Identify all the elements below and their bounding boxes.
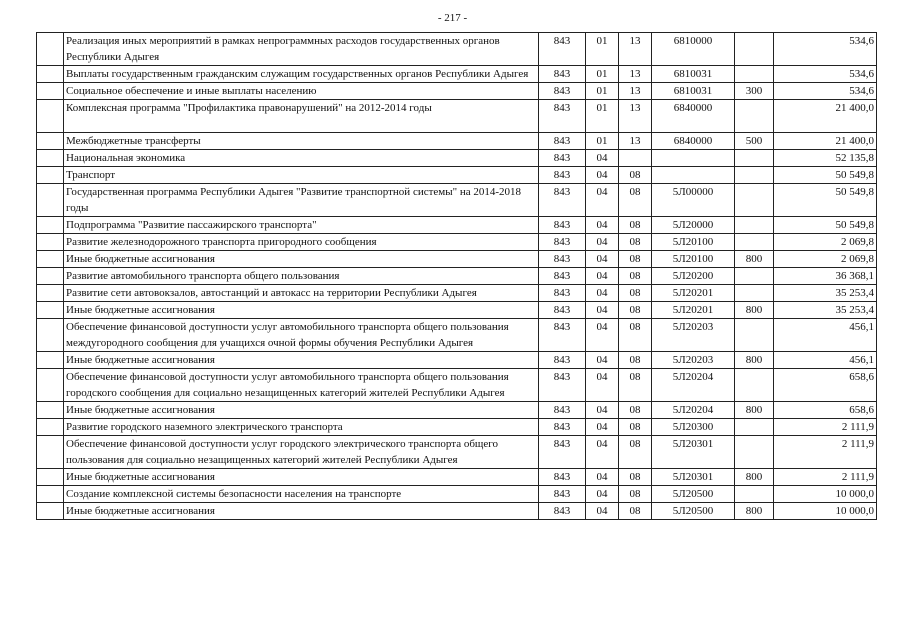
- blank-cell: [37, 150, 64, 167]
- item-name-cell: Развитие городского наземного электрического транспорта: [64, 419, 539, 436]
- blank-cell: [37, 184, 64, 217]
- section-code-cell: 04: [586, 369, 619, 402]
- budget-table: [36, 32, 877, 520]
- amount-cell: 658,6: [774, 402, 877, 419]
- item-name-cell: Реализация иных мероприятий в рамках непрограммных расходов государственных органов Республики Адыгея: [64, 33, 539, 66]
- table-row: [37, 469, 877, 486]
- subsection-code-cell: 08: [619, 302, 652, 319]
- amount-cell: 456,1: [774, 319, 877, 352]
- section-code-cell: 04: [586, 285, 619, 302]
- table-row: [37, 100, 877, 133]
- table-row: [37, 319, 877, 352]
- department-code-cell: 843: [539, 268, 586, 285]
- expense-type-cell: [735, 150, 774, 167]
- subsection-code-cell: 08: [619, 419, 652, 436]
- expense-type-cell: [735, 217, 774, 234]
- table-row: [37, 150, 877, 167]
- amount-cell: 50 549,8: [774, 167, 877, 184]
- subsection-code-cell: 08: [619, 285, 652, 302]
- table-row: [37, 419, 877, 436]
- section-code-cell: 04: [586, 167, 619, 184]
- subsection-code-cell: 08: [619, 503, 652, 520]
- item-name-cell: Социальное обеспечение и иные выплаты населению: [64, 83, 539, 100]
- table-row: [37, 66, 877, 83]
- expense-type-cell: [735, 268, 774, 285]
- subsection-code-cell: 08: [619, 402, 652, 419]
- department-code-cell: 843: [539, 83, 586, 100]
- expense-type-cell: 300: [735, 83, 774, 100]
- target-article-cell: 5Л20500: [652, 486, 735, 503]
- department-code-cell: 843: [539, 150, 586, 167]
- section-code-cell: 01: [586, 33, 619, 66]
- expense-type-cell: [735, 66, 774, 83]
- subsection-code-cell: 08: [619, 319, 652, 352]
- target-article-cell: 6840000: [652, 100, 735, 133]
- blank-cell: [37, 285, 64, 302]
- department-code-cell: 843: [539, 469, 586, 486]
- item-name-cell: Иные бюджетные ассигнования: [64, 352, 539, 369]
- section-code-cell: 04: [586, 217, 619, 234]
- expense-type-cell: 800: [735, 503, 774, 520]
- blank-cell: [37, 402, 64, 419]
- expense-type-cell: 800: [735, 251, 774, 268]
- amount-cell: 534,6: [774, 33, 877, 66]
- department-code-cell: 843: [539, 319, 586, 352]
- blank-cell: [37, 486, 64, 503]
- table-row: [37, 402, 877, 419]
- amount-cell: 36 368,1: [774, 268, 877, 285]
- target-article-cell: 5Л20203: [652, 352, 735, 369]
- section-code-cell: 04: [586, 302, 619, 319]
- subsection-code-cell: [619, 150, 652, 167]
- item-name-cell: Обеспечение финансовой доступности услуг городского электрического транспорта общего пользования для социально незащищенных категорий жителей Республики Адыгея: [64, 436, 539, 469]
- target-article-cell: 5Л20500: [652, 503, 735, 520]
- item-name-cell: Развитие сети автовокзалов, автостанций и автокасс на территории Республики Адыгея: [64, 285, 539, 302]
- amount-cell: 456,1: [774, 352, 877, 369]
- target-article-cell: 5Л00000: [652, 184, 735, 217]
- section-code-cell: 04: [586, 268, 619, 285]
- subsection-code-cell: 13: [619, 133, 652, 150]
- table-row: [37, 503, 877, 520]
- target-article-cell: 5Л20100: [652, 234, 735, 251]
- amount-cell: 2 111,9: [774, 436, 877, 469]
- department-code-cell: 843: [539, 66, 586, 83]
- budget-table-body: [37, 33, 877, 520]
- expense-type-cell: [735, 234, 774, 251]
- item-name-cell: Иные бюджетные ассигнования: [64, 402, 539, 419]
- subsection-code-cell: 08: [619, 217, 652, 234]
- department-code-cell: 843: [539, 234, 586, 251]
- table-row: [37, 167, 877, 184]
- amount-cell: 35 253,4: [774, 302, 877, 319]
- department-code-cell: 843: [539, 100, 586, 133]
- subsection-code-cell: 08: [619, 369, 652, 402]
- blank-cell: [37, 100, 64, 133]
- subsection-code-cell: 13: [619, 100, 652, 133]
- expense-type-cell: [735, 369, 774, 402]
- expense-type-cell: [735, 33, 774, 66]
- subsection-code-cell: 08: [619, 234, 652, 251]
- department-code-cell: 843: [539, 167, 586, 184]
- blank-cell: [37, 83, 64, 100]
- subsection-code-cell: 08: [619, 268, 652, 285]
- amount-cell: 10 000,0: [774, 486, 877, 503]
- target-article-cell: 5Л20301: [652, 436, 735, 469]
- target-article-cell: 5Л20201: [652, 302, 735, 319]
- target-article-cell: 5Л20203: [652, 319, 735, 352]
- section-code-cell: 04: [586, 352, 619, 369]
- expense-type-cell: [735, 285, 774, 302]
- target-article-cell: 6810000: [652, 33, 735, 66]
- expense-type-cell: 800: [735, 469, 774, 486]
- table-row: [37, 268, 877, 285]
- blank-cell: [37, 66, 64, 83]
- blank-cell: [37, 503, 64, 520]
- item-name-cell: Обеспечение финансовой доступности услуг автомобильного транспорта общего пользования городского сообщения для социально незащищенных категорий жителей Республики Адыгея: [64, 369, 539, 402]
- blank-cell: [37, 33, 64, 66]
- amount-cell: 10 000,0: [774, 503, 877, 520]
- section-code-cell: 04: [586, 150, 619, 167]
- department-code-cell: 843: [539, 217, 586, 234]
- item-name-cell: Государственная программа Республики Адыгея "Развитие транспортной системы" на 2014-2018 годы: [64, 184, 539, 217]
- target-article-cell: 5Л20201: [652, 285, 735, 302]
- subsection-code-cell: 08: [619, 251, 652, 268]
- subsection-code-cell: 08: [619, 167, 652, 184]
- expense-type-cell: 800: [735, 402, 774, 419]
- subsection-code-cell: 08: [619, 352, 652, 369]
- department-code-cell: 843: [539, 285, 586, 302]
- section-code-cell: 04: [586, 503, 619, 520]
- department-code-cell: 843: [539, 251, 586, 268]
- item-name-cell: Иные бюджетные ассигнования: [64, 302, 539, 319]
- target-article-cell: 5Л20100: [652, 251, 735, 268]
- blank-cell: [37, 234, 64, 251]
- subsection-code-cell: 13: [619, 33, 652, 66]
- table-row: [37, 436, 877, 469]
- page-number: - 217 -: [437, 12, 468, 24]
- section-code-cell: 04: [586, 184, 619, 217]
- item-name-cell: Развитие автомобильного транспорта общего пользования: [64, 268, 539, 285]
- section-code-cell: 01: [586, 66, 619, 83]
- blank-cell: [37, 133, 64, 150]
- subsection-code-cell: 13: [619, 83, 652, 100]
- target-article-cell: 6840000: [652, 133, 735, 150]
- expense-type-cell: [735, 486, 774, 503]
- amount-cell: 534,6: [774, 83, 877, 100]
- department-code-cell: 843: [539, 352, 586, 369]
- section-code-cell: 04: [586, 469, 619, 486]
- department-code-cell: 843: [539, 133, 586, 150]
- item-name-cell: Иные бюджетные ассигнования: [64, 251, 539, 268]
- item-name-cell: Создание комплексной системы безопасности населения на транспорте: [64, 486, 539, 503]
- blank-cell: [37, 251, 64, 268]
- department-code-cell: 843: [539, 369, 586, 402]
- item-name-cell: Транспорт: [64, 167, 539, 184]
- amount-cell: 50 549,8: [774, 184, 877, 217]
- item-name-cell: Национальная экономика: [64, 150, 539, 167]
- blank-cell: [37, 352, 64, 369]
- section-code-cell: 01: [586, 83, 619, 100]
- table-row: [37, 251, 877, 268]
- target-article-cell: 5Л20204: [652, 369, 735, 402]
- target-article-cell: 6810031: [652, 66, 735, 83]
- blank-cell: [37, 319, 64, 352]
- expense-type-cell: [735, 319, 774, 352]
- section-code-cell: 04: [586, 251, 619, 268]
- expense-type-cell: [735, 436, 774, 469]
- subsection-code-cell: 08: [619, 436, 652, 469]
- target-article-cell: [652, 167, 735, 184]
- item-name-cell: Развитие железнодорожного транспорта пригородного сообщения: [64, 234, 539, 251]
- target-article-cell: [652, 150, 735, 167]
- section-code-cell: 01: [586, 133, 619, 150]
- blank-cell: [37, 419, 64, 436]
- amount-cell: 21 400,0: [774, 100, 877, 133]
- amount-cell: 2 069,8: [774, 251, 877, 268]
- department-code-cell: 843: [539, 503, 586, 520]
- expense-type-cell: [735, 419, 774, 436]
- amount-cell: 2 111,9: [774, 469, 877, 486]
- table-row: [37, 133, 877, 150]
- target-article-cell: 5Л20301: [652, 469, 735, 486]
- amount-cell: 2 069,8: [774, 234, 877, 251]
- department-code-cell: 843: [539, 436, 586, 469]
- amount-cell: 52 135,8: [774, 150, 877, 167]
- target-article-cell: 5Л20000: [652, 217, 735, 234]
- table-row: [37, 302, 877, 319]
- department-code-cell: 843: [539, 419, 586, 436]
- table-row: [37, 184, 877, 217]
- target-article-cell: 5Л20300: [652, 419, 735, 436]
- section-code-cell: 04: [586, 436, 619, 469]
- table-row: [37, 83, 877, 100]
- section-code-cell: 04: [586, 486, 619, 503]
- table-row: [37, 486, 877, 503]
- table-row: [37, 217, 877, 234]
- item-name-cell: Межбюджетные трансферты: [64, 133, 539, 150]
- amount-cell: 658,6: [774, 369, 877, 402]
- expense-type-cell: 500: [735, 133, 774, 150]
- section-code-cell: 01: [586, 100, 619, 133]
- item-name-cell: Подпрограмма "Развитие пассажирского транспорта": [64, 217, 539, 234]
- item-name-cell: Комплексная программа "Профилактика правонарушений" на 2012-2014 годы: [64, 100, 539, 133]
- department-code-cell: 843: [539, 184, 586, 217]
- item-name-cell: Иные бюджетные ассигнования: [64, 469, 539, 486]
- subsection-code-cell: 08: [619, 486, 652, 503]
- expense-type-cell: 800: [735, 302, 774, 319]
- section-code-cell: 04: [586, 234, 619, 251]
- blank-cell: [37, 217, 64, 234]
- department-code-cell: 843: [539, 486, 586, 503]
- section-code-cell: 04: [586, 319, 619, 352]
- target-article-cell: 5Л20204: [652, 402, 735, 419]
- table-row: [37, 234, 877, 251]
- table-row: [37, 369, 877, 402]
- blank-cell: [37, 302, 64, 319]
- blank-cell: [37, 436, 64, 469]
- table-row: [37, 33, 877, 66]
- department-code-cell: 843: [539, 402, 586, 419]
- subsection-code-cell: 08: [619, 184, 652, 217]
- target-article-cell: 6810031: [652, 83, 735, 100]
- subsection-code-cell: 13: [619, 66, 652, 83]
- table-row: [37, 352, 877, 369]
- expense-type-cell: [735, 184, 774, 217]
- blank-cell: [37, 167, 64, 184]
- section-code-cell: 04: [586, 419, 619, 436]
- item-name-cell: Выплаты государственным гражданским служащим государственных органов Республики Адыгея: [64, 66, 539, 83]
- blank-cell: [37, 469, 64, 486]
- target-article-cell: 5Л20200: [652, 268, 735, 285]
- amount-cell: 534,6: [774, 66, 877, 83]
- item-name-cell: Обеспечение финансовой доступности услуг автомобильного транспорта общего пользования междугородного сообщения для учащихся очной формы обучения Республики Адыгея: [64, 319, 539, 352]
- table-row: [37, 285, 877, 302]
- amount-cell: 2 111,9: [774, 419, 877, 436]
- section-code-cell: 04: [586, 402, 619, 419]
- amount-cell: 35 253,4: [774, 285, 877, 302]
- expense-type-cell: 800: [735, 352, 774, 369]
- expense-type-cell: [735, 167, 774, 184]
- blank-cell: [37, 268, 64, 285]
- department-code-cell: 843: [539, 302, 586, 319]
- amount-cell: 21 400,0: [774, 133, 877, 150]
- department-code-cell: 843: [539, 33, 586, 66]
- expense-type-cell: [735, 100, 774, 133]
- amount-cell: 50 549,8: [774, 217, 877, 234]
- item-name-cell: Иные бюджетные ассигнования: [64, 503, 539, 520]
- subsection-code-cell: 08: [619, 469, 652, 486]
- blank-cell: [37, 369, 64, 402]
